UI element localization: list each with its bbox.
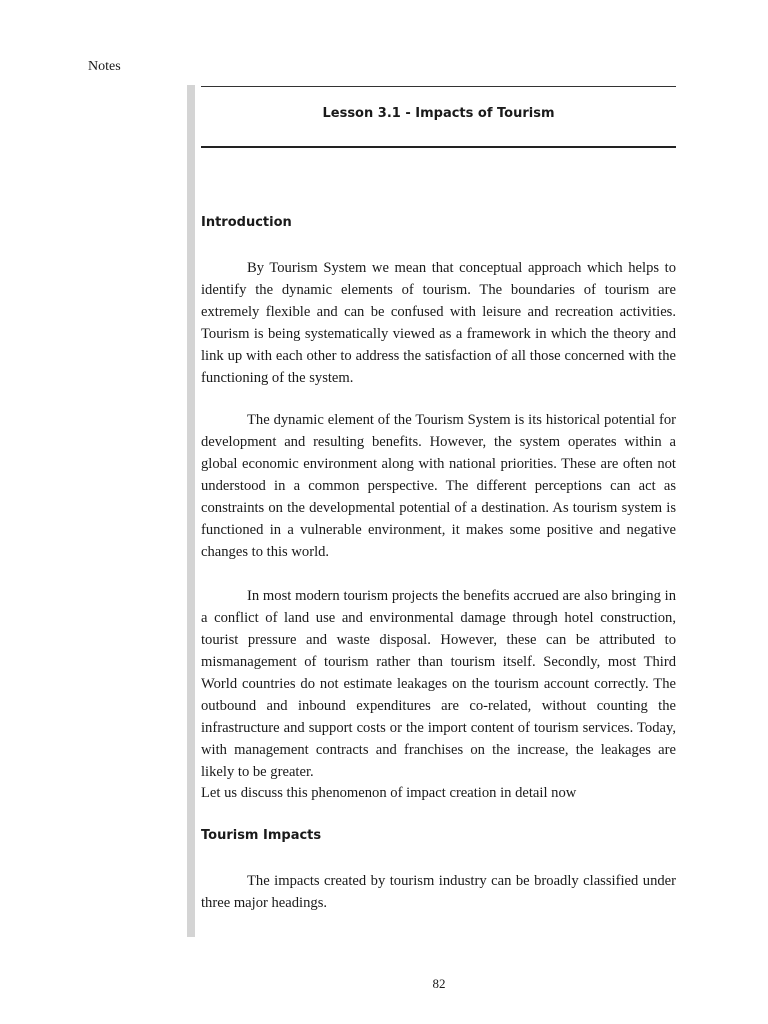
- title-top-rule: [201, 86, 676, 87]
- page-number: 82: [432, 976, 446, 991]
- introduction-closing-line: Let us discuss this phenomenon of impact creation in detail now: [201, 785, 577, 801]
- tourism-impacts-paragraph-1: The impacts created by tourism industry can be broadly classified under three major headings.: [201, 873, 676, 911]
- lesson-title: Lesson 3.1 - Impacts of Tourism: [322, 106, 555, 121]
- introduction-paragraph-2: The dynamic element of the Tourism System is its historical potential for development and resulting benefits. However, the system operates within a global economic environment along with national priorities. These are often not understood in a common perspective. The different perceptions can act as constraints on the developmental potential of a destination. As tourism system is functioned in a vulnerable environment, it makes some positive and negative changes to this world.: [201, 412, 676, 560]
- introduction-paragraph-1: By Tourism System we mean that conceptual approach which helps to identify the dynamic elements of tourism. The boundaries of tourism are extremely flexible and can be confused with leisure and recreation activities. Tourism is being systematically viewed as a framework in which the theory and link up with each other to address the satisfaction of all those concerned with the functioning of the system.: [201, 260, 676, 386]
- introduction-heading: Introduction: [201, 215, 292, 230]
- margin-sidebar-bar: [187, 85, 195, 937]
- introduction-paragraph-3: In most modern tourism projects the benefits accrued are also bringing in a conflict of land use and environmental damage through hotel construction, tourist pressure and waste disposal. However, these can be attributed to mismanagement of tourism rather than tourism itself. Secondly, most Third World countries do not estimate leakages on the tourism account correctly. The outbound and inbound expenditures are co-related, without counting the infrastructure and support costs or the import content of tourism services. Today, with management contracts and franchises on the increase, the leakages are likely to be greater.: [201, 588, 676, 780]
- title-bottom-rule: [201, 146, 676, 148]
- tourism-impacts-heading: Tourism Impacts: [201, 828, 322, 843]
- notes-label: Notes: [88, 59, 121, 74]
